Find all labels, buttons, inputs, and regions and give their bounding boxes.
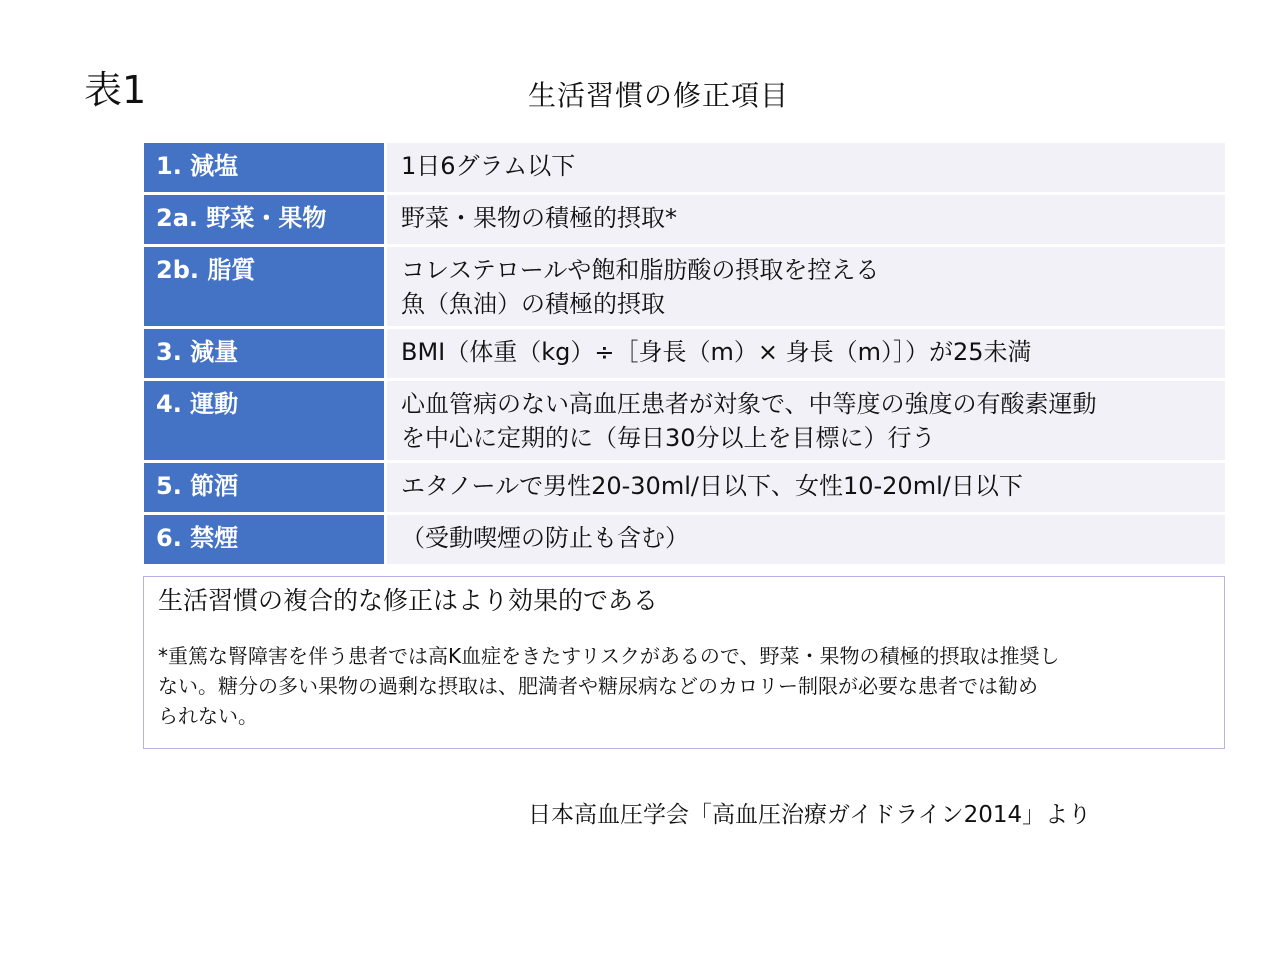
table-row (144, 463, 1225, 512)
row-value (387, 381, 1225, 460)
row-value (387, 515, 1225, 564)
row-label: 4. 運動 (144, 381, 384, 460)
row-label: 1. 減塩 (144, 143, 384, 192)
page-title: 生活習慣の修正項目 (528, 79, 790, 112)
row-label: 6. 禁煙 (144, 515, 384, 564)
footnote-line: ない。糖分の多い果物の過剰な摂取は、肥満者や糖尿病などのカロリー制限が必要な患者では勧め (158, 674, 1038, 698)
row-value-line: BMI（体重（kg）÷［身長（m）× 身長（m）］）が25未満 (401, 338, 1032, 366)
row-value (387, 247, 1225, 326)
footnote (158, 641, 1210, 731)
note-main: 生活習慣の複合的な修正はより効果的である (158, 586, 659, 615)
row-value (387, 463, 1225, 512)
row-value-line: 魚（魚油）の積極的摂取 (401, 290, 665, 318)
source-citation: 日本高血圧学会「高血圧治療ガイドライン2014」より (528, 802, 1092, 828)
table-number: 表1 (84, 68, 147, 112)
row-value-line: エタノールで男性20-30ml/日以下、女性10-20ml/日以下 (401, 472, 1023, 500)
row-label: 2a. 野菜・果物 (144, 195, 384, 244)
lifestyle-table (144, 143, 1225, 564)
footnote-line: られない。 (158, 704, 258, 728)
row-label: 3. 減量 (144, 329, 384, 378)
note-box (143, 576, 1225, 749)
table-row (144, 143, 1225, 192)
table-row (144, 515, 1225, 564)
row-label: 5. 節酒 (144, 463, 384, 512)
footnote-line: *重篤な腎障害を伴う患者では高K血症をきたすリスクがあるので、野菜・果物の積極的摂取は推奨し (158, 644, 1060, 668)
row-value-line: 1日6グラム以下 (401, 152, 576, 180)
row-label: 2b. 脂質 (144, 247, 384, 326)
table-row (144, 247, 1225, 326)
table-row (144, 195, 1225, 244)
table-row (144, 329, 1225, 378)
row-value-line: 心血管病のない高血圧患者が対象で、中等度の強度の有酸素運動 (401, 390, 1097, 418)
row-value-line: （受動喫煙の防止も含む） (401, 524, 689, 552)
row-value-line: コレステロールや飽和脂肪酸の摂取を控える (401, 256, 880, 284)
table-row (144, 381, 1225, 460)
row-value-line: を中心に定期的に（毎日30分以上を目標に）行う (401, 424, 936, 452)
row-value (387, 195, 1225, 244)
row-value (387, 329, 1225, 378)
row-value-line: 野菜・果物の積極的摂取* (401, 204, 677, 232)
row-value (387, 143, 1225, 192)
